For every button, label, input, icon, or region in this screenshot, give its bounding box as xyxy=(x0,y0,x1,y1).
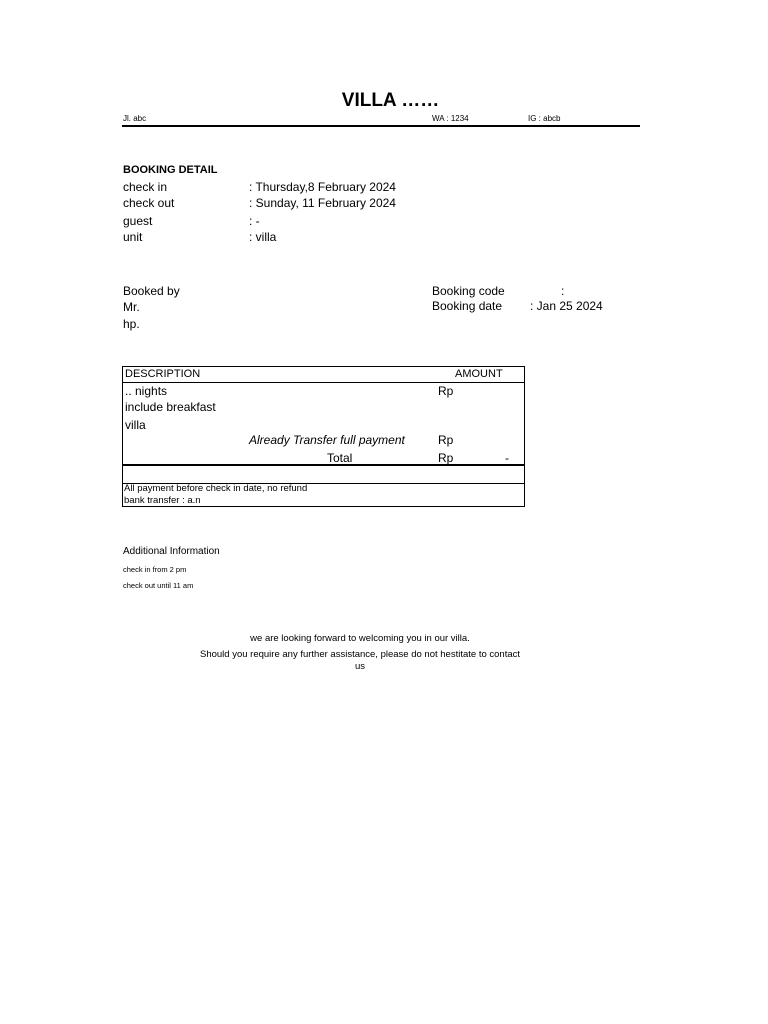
total-rp: Rp xyxy=(438,451,454,465)
breakfast-item: include breakfast xyxy=(125,400,216,414)
additional-info-heading: Additional Information xyxy=(123,546,220,557)
assistance-message: Should you require any further assistance, please do not hestitate to contact xyxy=(199,649,521,660)
total-value: - xyxy=(505,451,509,465)
rp-nights: Rp xyxy=(438,384,454,398)
whatsapp-text: WA : 1234 xyxy=(432,114,469,123)
booking-detail-heading: BOOKING DETAIL xyxy=(123,164,218,176)
welcome-message: we are looking forward to welcoming you in our villa. xyxy=(250,633,470,644)
booking-code-value: : xyxy=(561,284,565,298)
address-text: Jl. abc xyxy=(123,114,147,123)
total-top-divider xyxy=(123,464,524,466)
check-out-value: : Sunday, 11 February 2024 xyxy=(249,196,396,210)
payment-note: All payment before check in date, no refund xyxy=(124,483,308,494)
header-divider xyxy=(122,125,640,127)
rp-transfer: Rp xyxy=(438,433,454,447)
nights-item: .. nights xyxy=(125,384,168,398)
booking-date-value: : Jan 25 2024 xyxy=(530,299,603,313)
check-out-label: check out xyxy=(123,196,175,210)
check-in-time: check in from 2 pm xyxy=(123,565,187,574)
amount-header: AMOUNT xyxy=(455,368,503,380)
check-in-label: check in xyxy=(123,180,168,194)
total-label: Total xyxy=(327,451,353,465)
unit-label: unit xyxy=(123,230,143,244)
guest-value: : - xyxy=(249,214,260,228)
check-out-time: check out until 11 am xyxy=(123,581,194,590)
bank-transfer-note: bank transfer : a.n xyxy=(124,495,201,506)
unit-value: : villa xyxy=(249,230,277,244)
villa-item: villa xyxy=(125,418,146,432)
table-header-divider xyxy=(123,382,524,383)
booking-code-label: Booking code xyxy=(432,284,505,298)
assistance-message-end: us xyxy=(354,661,366,672)
transfer-note: Already Transfer full payment xyxy=(249,433,405,447)
description-header: DESCRIPTION xyxy=(125,368,201,380)
guest-label: guest xyxy=(123,214,153,228)
instagram-text: IG : abcb xyxy=(528,114,561,123)
hp-label: hp. xyxy=(123,317,140,331)
booked-by-label: Booked by xyxy=(123,284,180,298)
check-in-value: : Thursday,8 February 2024 xyxy=(249,180,396,194)
booking-date-label: Booking date xyxy=(432,299,503,313)
villa-title: VILLA …… xyxy=(341,90,440,111)
mr-label: Mr. xyxy=(123,300,140,314)
